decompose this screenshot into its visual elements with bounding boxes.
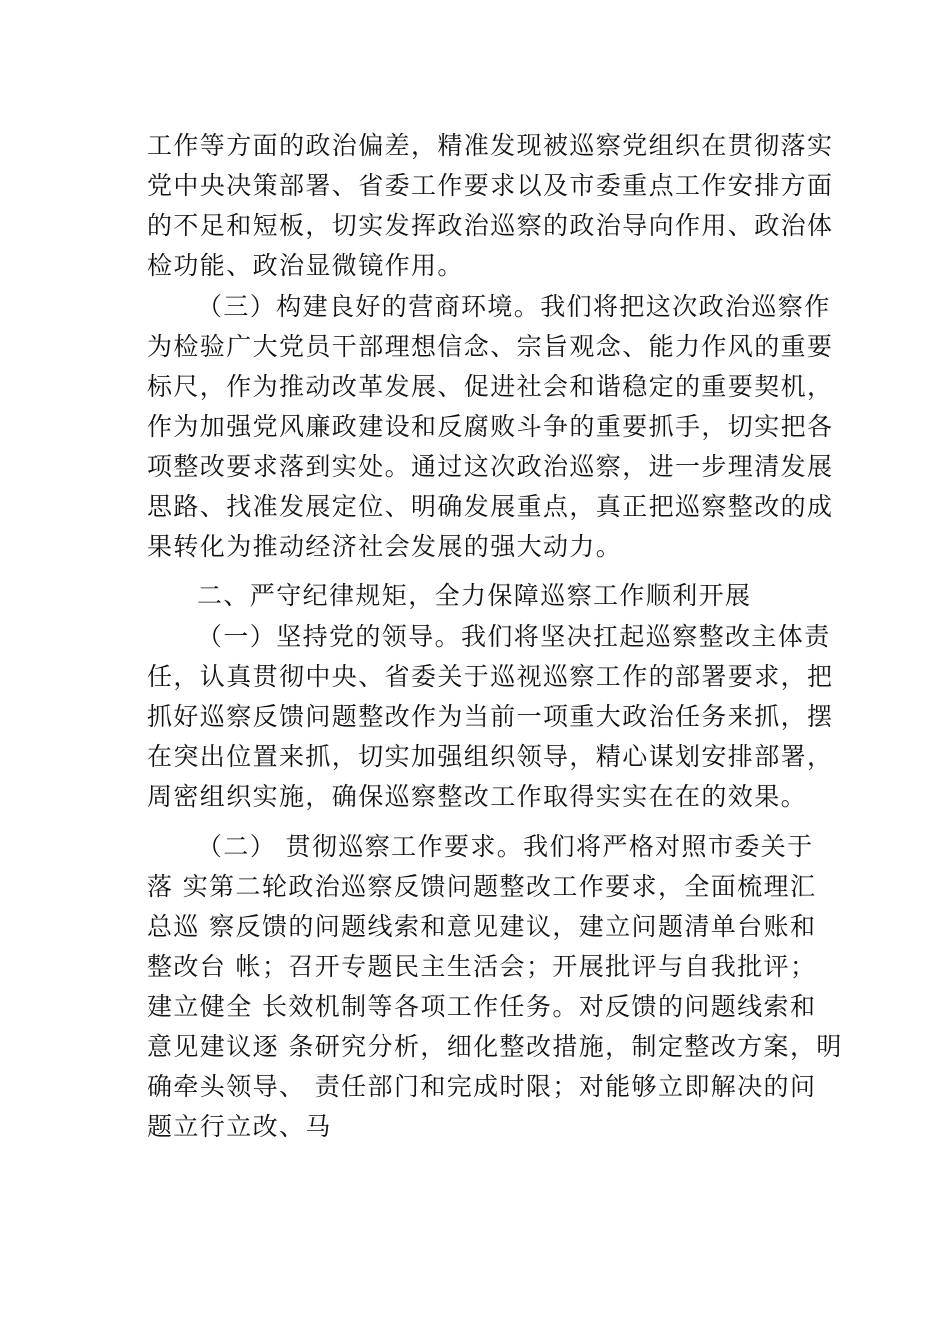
paragraph-line: 党中央决策部署、省委工作要求以及市委重点工作安排方面 [147, 171, 834, 200]
paragraph-line: 周密组织实施，确保巡察整改工作取得实实在在的效果。 [147, 782, 808, 811]
paragraph-line: 确牵头领导、 责任部门和完成时限；对能够立即解决的问 [147, 1072, 817, 1101]
section-heading-2: （二） 贯彻巡察工作要求。我们将严格对照市委关于 [197, 832, 814, 861]
section-heading-1: （一）坚持党的领导。我们将坚决扛起巡察整改主体责 [197, 622, 831, 651]
paragraph-line: 落 实第二轮政治巡察反馈问题整改工作要求，全面梳理汇 [147, 872, 817, 901]
paragraph-line: 整改台 帐；召开专题民主生活会；开展批评与自我批评； [147, 952, 817, 981]
paragraph-line: 检功能、政治显微镜作用。 [147, 251, 464, 280]
paragraph-line: 抓好巡察反馈问题整改作为当前一项重大政治任务来抓，摆 [147, 702, 834, 731]
paragraph-line: 思路、找准发展定位、明确发展重点，真正把巡察整改的成 [147, 492, 834, 521]
paragraph-line: 意见建议逐 条研究分析，细化整改措施，制定整改方案，明 [147, 1032, 843, 1061]
section-heading-3: （三）构建良好的营商环境。我们将把这次政治巡察作 [197, 292, 831, 321]
paragraph-line: 标尺，作为推动改革发展、促进社会和谐稳定的重要契机， [147, 372, 834, 401]
paragraph-line: 为检验广大党员干部理想信念、宗旨观念、能力作风的重要 [147, 332, 834, 361]
section-title-2: 二、严守纪律规矩，全力保障巡察工作顺利开展 [197, 581, 752, 610]
paragraph-line: 工作等方面的政治偏差，精准发现被巡察党组织在贯彻落实 [147, 131, 834, 160]
paragraph-line: 题立行立改、马 [147, 1112, 332, 1141]
paragraph-line: 的不足和短板，切实发挥政治巡察的政治导向作用、政治体 [147, 211, 834, 240]
paragraph-line: 在突出位置来抓，切实加强组织领导，精心谋划安排部署， [147, 742, 834, 771]
paragraph-line: 果转化为推动经济社会发展的强大动力。 [147, 532, 623, 561]
paragraph-line: 项整改要求落到实处。通过这次政治巡察，进一步理清发展 [147, 452, 834, 481]
paragraph-line: 建立健全 长效机制等各项工作任务。对反馈的问题线索和 [147, 992, 817, 1021]
paragraph-line: 任，认真贯彻中央、省委关于巡视巡察工作的部署要求，把 [147, 662, 834, 691]
paragraph-line: 总巡 察反馈的问题线索和意见建议，建立问题清单台账和 [147, 912, 817, 941]
paragraph-line: 作为加强党风廉政建设和反腐败斗争的重要抓手，切实把各 [147, 412, 834, 441]
